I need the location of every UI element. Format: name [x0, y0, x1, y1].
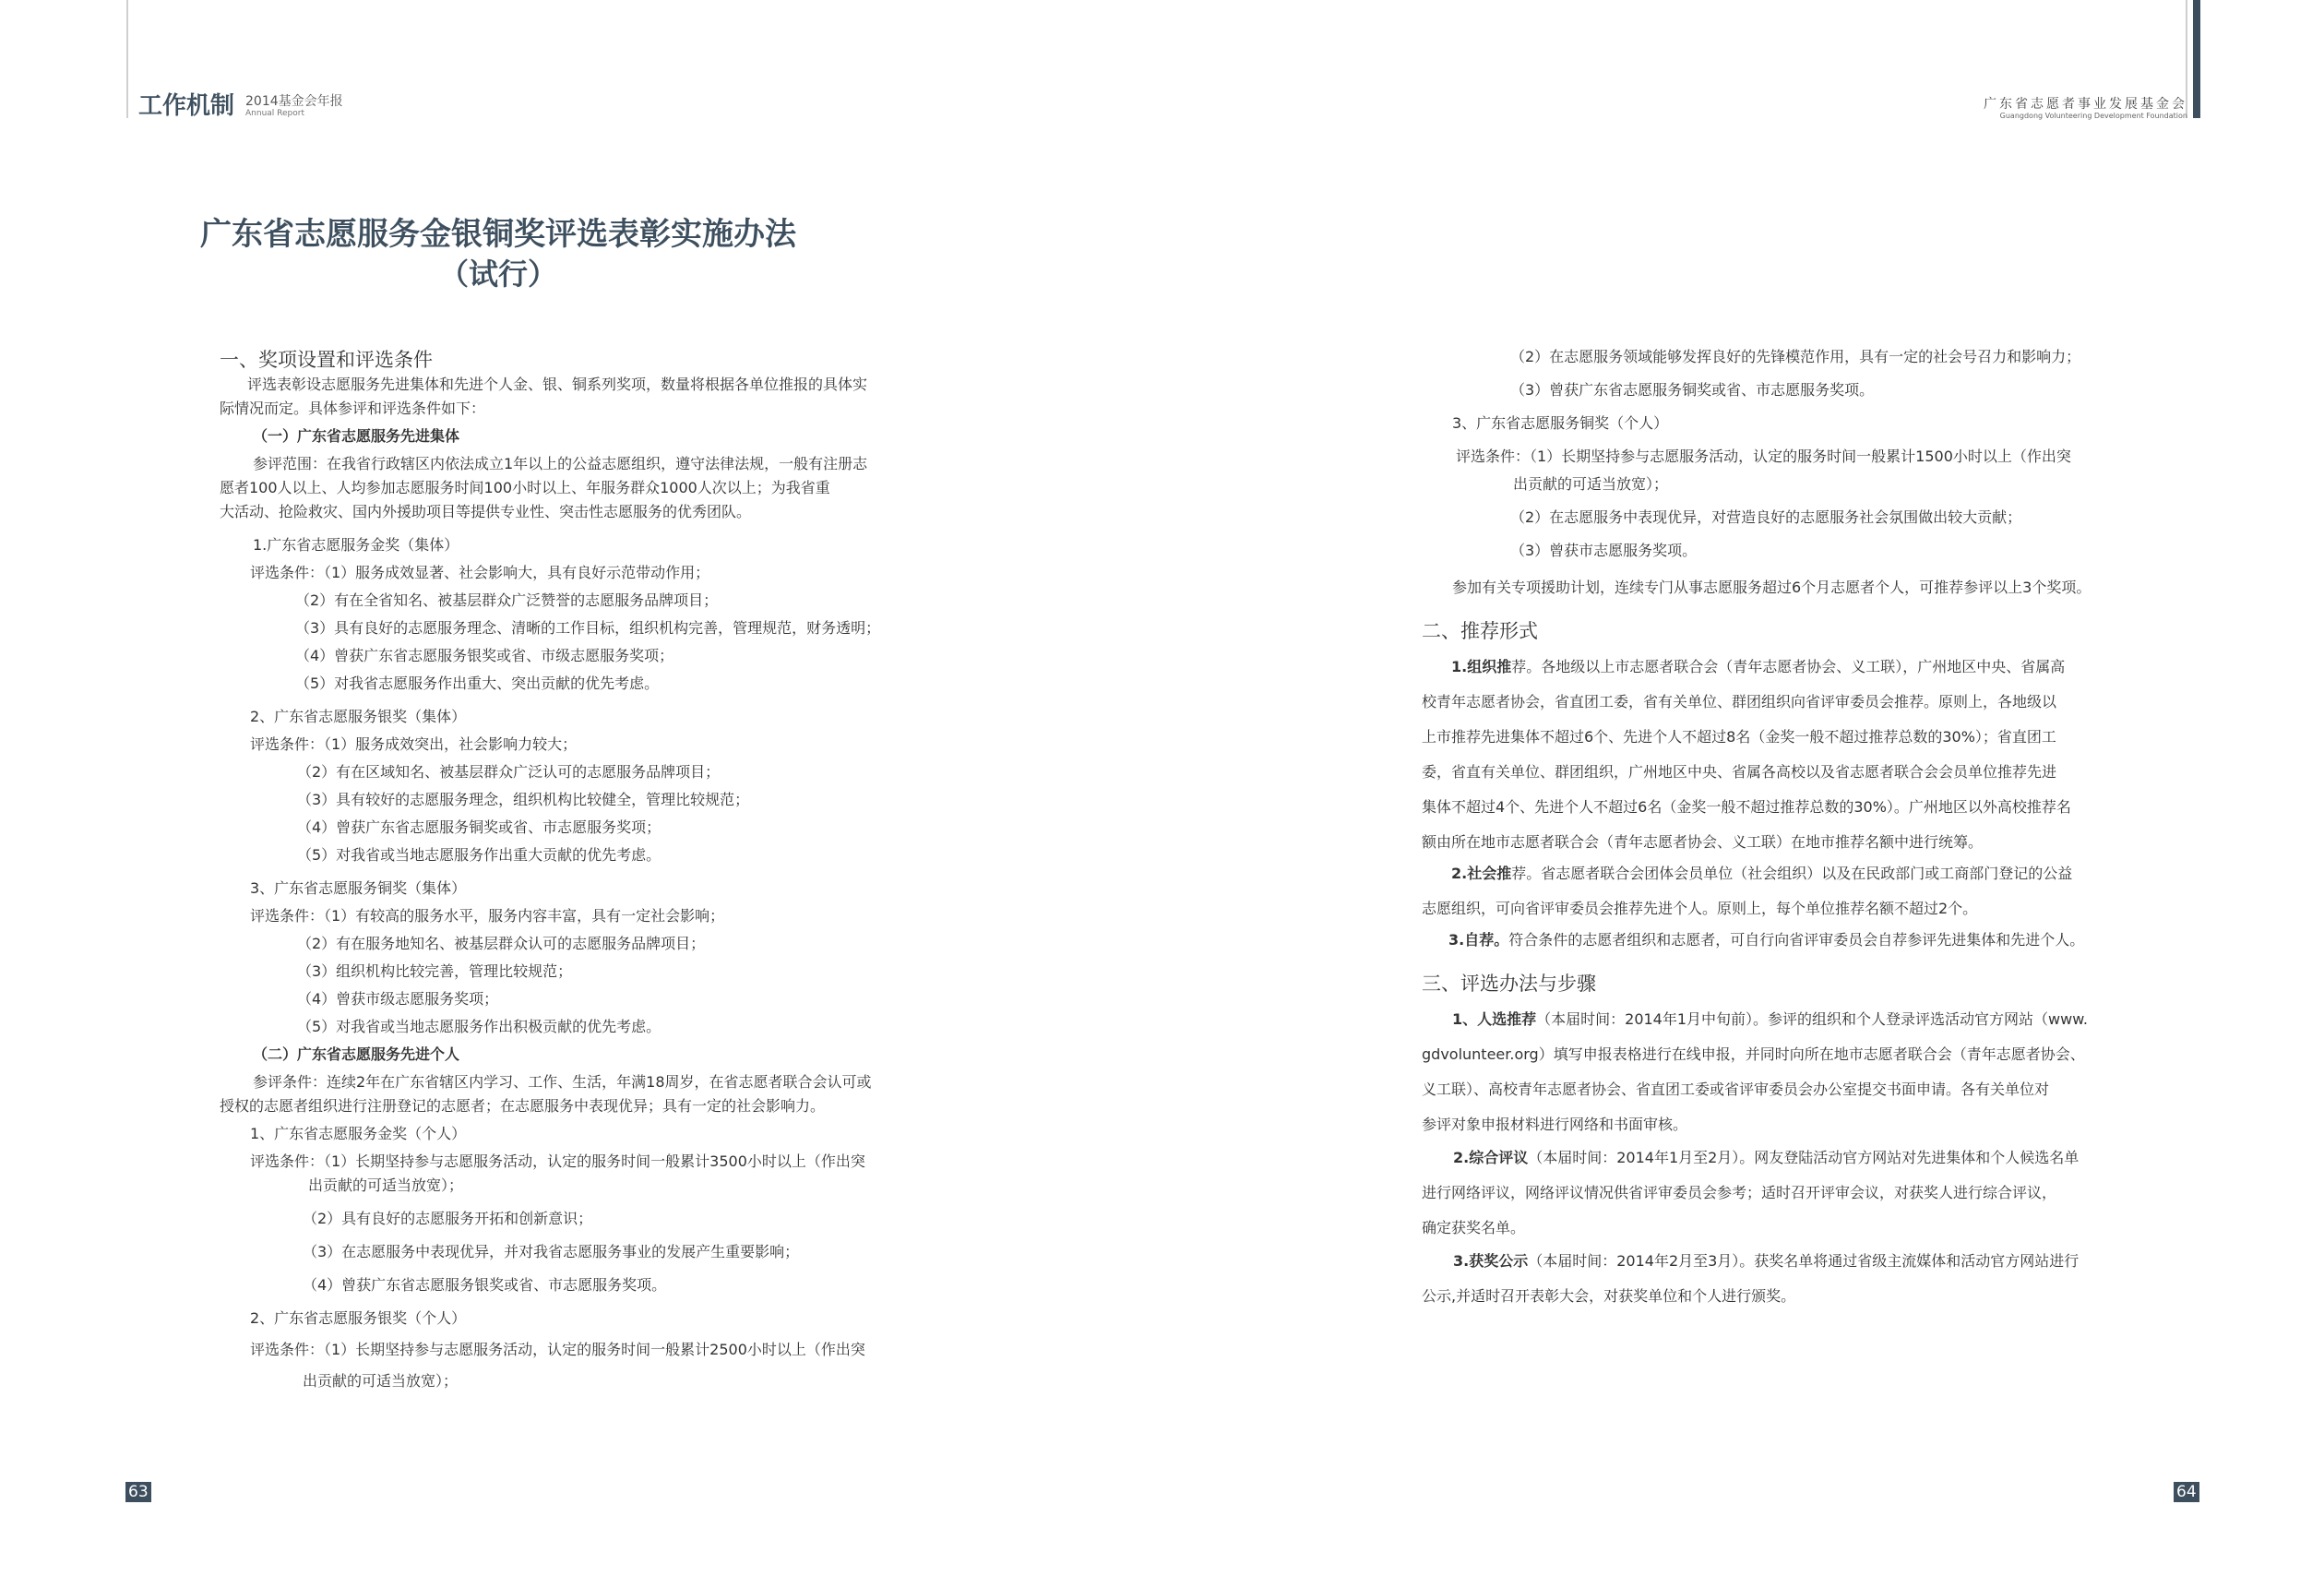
document-title-line-2: （试行） — [438, 257, 557, 292]
left-text-line: （5）对我省志愿服务作出重大、突出贡献的优先考虑。 — [295, 675, 660, 692]
right-section-heading: 二、推荐形式 — [1422, 620, 1538, 642]
left-text-line: 1.广东省志愿服务金奖（集体） — [253, 536, 459, 554]
right-text-line: 额由所在地市志愿者联合会（青年志愿者协会、义工联）在地市推荐名额中进行统筹。 — [1422, 833, 1984, 851]
header-divider-left — [126, 0, 128, 118]
org-name-en: Guangdong Volunteering Development Foundation — [1999, 112, 2187, 120]
right-text-line: 校青年志愿者协会，省直团工委，省有关单位、群团组织向省评审委员会推荐。原则上，各地级以 — [1422, 693, 2057, 710]
left-text-line: 评选条件：（1）服务成效显著、社会影响大，具有良好示范带动作用； — [250, 564, 710, 581]
right-text-line: 集体不超过4个、先进个人不超过6名（金奖一般不超过推荐总数的30%）。广州地区以外高校推荐名 — [1422, 798, 2071, 816]
left-text-line: 参评范围：在我省行政辖区内依法成立1年以上的公益志愿组织，遵守法律法规，一般有注册志 — [253, 455, 868, 472]
right-text-line: 进行网络评议，网络评议情况供省评审委员会参考；适时召开评审会议，对获奖人进行综合评议， — [1422, 1184, 2057, 1201]
left-text-line: 授权的志愿者组织进行注册登记的志愿者；在志愿服务中表现优异；具有一定的社会影响力。 — [220, 1097, 826, 1115]
left-text-line: 1、广东省志愿服务金奖（个人） — [250, 1125, 467, 1142]
left-text-line: （4）曾获广东省志愿服务银奖或省、市级志愿服务奖项； — [295, 647, 674, 664]
left-text-line: （4）曾获广东省志愿服务铜奖或省、市志愿服务奖项； — [297, 818, 661, 836]
right-text-line: 评选条件：（1）长期坚持参与志愿服务活动，认定的服务时间一般累计1500小时以上（作出突 — [1456, 448, 2071, 465]
right-text-line: （2）在志愿服务中表现优异，对营造良好的志愿服务社会氛围做出较大贡献； — [1510, 508, 2022, 526]
left-text-line: 2、广东省志愿服务银奖（集体） — [250, 708, 467, 725]
header-left — [138, 94, 343, 118]
left-text-line: （2）有在区域知名、被基层群众广泛认可的志愿服务品牌项目； — [297, 763, 721, 781]
document-title-line-1: 广东省志愿服务金银铜奖评选表彰实施办法 — [200, 216, 796, 253]
left-text-line: 大活动、抢险救灾、国内外援助项目等提供专业性、突击性志愿服务的优秀团队。 — [220, 503, 752, 520]
right-lead-label: 2.综合评议 — [1453, 1149, 1529, 1166]
right-text-line: （3）曾获广东省志愿服务铜奖或省、市志愿服务奖项。 — [1510, 381, 1875, 399]
right-text-line: 参加有关专项援助计划，连续专门从事志愿服务超过6个月志愿者个人，可推荐参评以上3个奖项。 — [1452, 579, 2092, 596]
header-accent-bar — [2193, 0, 2200, 118]
report-title-en: Annual Report — [245, 109, 304, 118]
left-text-line: 评选条件：（1）长期坚持参与志愿服务活动，认定的服务时间一般累计2500小时以上（作出突 — [250, 1341, 865, 1358]
section-title: 工作机制 — [138, 92, 235, 120]
right-text-line: 2.综合评议（本届时间：2014年1月至2月）。网友登陆活动官方网站对先进集体和个人候选名单 — [1453, 1149, 2080, 1166]
right-lead-label: 2.社会推 — [1451, 865, 1512, 882]
left-text-line: （3）具有良好的志愿服务理念、清晰的工作目标，组织机构完善，管理规范，财务透明； — [295, 619, 881, 637]
right-text-line: 3、广东省志愿服务铜奖（个人） — [1452, 414, 1669, 432]
left-text-line: （5）对我省或当地志愿服务作出积极贡献的优先考虑。 — [297, 1018, 661, 1035]
left-text-line: （3）具有较好的志愿服务理念，组织机构比较健全，管理比较规范； — [297, 791, 750, 808]
right-text-line: （2）在志愿服务领域能够发挥良好的先锋模范作用，具有一定的社会号召力和影响力； — [1510, 348, 2081, 365]
left-text-line: （2）有在服务地知名、被基层群众认可的志愿服务品牌项目； — [297, 935, 706, 952]
left-text-line: 评选条件：（1）长期坚持参与志愿服务活动，认定的服务时间一般累计3500小时以上（作出突 — [250, 1152, 865, 1170]
left-text-line: 际情况而定。具体参评和评选条件如下： — [220, 400, 486, 417]
right-lead-label: 1、人选推荐 — [1452, 1010, 1537, 1028]
left-text-line: （4）曾获市级志愿服务奖项； — [297, 990, 499, 1008]
right-text-line: 1、人选推荐（本届时间：2014年1月中旬前）。参评的组织和个人登录评选活动官方网站（www. — [1452, 1010, 2088, 1028]
right-lead-label: 3.自荐。 — [1448, 931, 1509, 949]
right-text-line: gdvolunteer.org）填写申报表格进行在线申报，并同时向所在地市志愿者联合会（青年志愿者协会、 — [1422, 1045, 2085, 1063]
left-text-line: 评选表彰设志愿服务先进集体和先进个人金、银、铜系列奖项，数量将根据各单位推报的具体实 — [247, 376, 868, 393]
report-title: 2014基金会年报 — [245, 94, 343, 109]
right-text-line: 委，省直有关单位、群团组织，广州地区中央、省属各高校以及省志愿者联合会会员单位推荐先进 — [1422, 763, 2057, 781]
right-text-line: 参评对象申报材料进行网络和书面审核。 — [1422, 1116, 1688, 1133]
right-text-line: （3）曾获市志愿服务奖项。 — [1510, 542, 1698, 559]
left-text-line: 2、广东省志愿服务银奖（个人） — [250, 1309, 467, 1327]
report-title-block — [245, 95, 343, 118]
document-title — [166, 214, 830, 293]
right-text-line: 3.获奖公示（本届时间：2014年2月至3月）。获奖名单将通过省级主流媒体和活动官方网站进行 — [1453, 1252, 2080, 1270]
page-number-right: 64 — [2174, 1482, 2199, 1502]
right-text-line: 义工联）、高校青年志愿者协会、省直团工委或省评审委员会办公室提交书面申请。各有关单位对 — [1422, 1081, 2050, 1098]
right-text-line: 志愿组织，可向省评审委员会推荐先进个人。原则上，每个单位推荐名额不超过2个。 — [1422, 900, 1978, 917]
left-text-line: 出贡献的可适当放宽）； — [308, 1176, 464, 1194]
left-text-line: （2）具有良好的志愿服务开拓和创新意识； — [303, 1210, 593, 1227]
left-text-line: 参评条件：连续2年在广东省辖区内学习、工作、生活，年满18周岁，在省志愿者联合会认可或 — [253, 1073, 872, 1091]
right-text-line: 出贡献的可适当放宽）； — [1513, 475, 1669, 493]
left-text-line: 出贡献的可适当放宽）； — [303, 1372, 459, 1390]
left-text-line: （一）广东省志愿服务先进集体 — [253, 427, 460, 445]
right-lead-label: 3.获奖公示 — [1453, 1252, 1529, 1270]
header-right — [1984, 98, 2187, 120]
page-number-left: 63 — [125, 1482, 151, 1502]
right-section-heading: 三、评选办法与步骤 — [1422, 973, 1596, 995]
left-text-line: （5）对我省或当地志愿服务作出重大贡献的优先考虑。 — [297, 846, 661, 864]
left-text-line: （二）广东省志愿服务先进个人 — [253, 1045, 460, 1063]
left-text-line: （4）曾获广东省志愿服务银奖或省、市志愿服务奖项。 — [303, 1276, 667, 1294]
left-text-line: 愿者100人以上、人均参加志愿服务时间100小时以上、年服务群众1000人次以上；为我省重 — [220, 479, 830, 496]
left-text-line: （2）有在全省知名、被基层群众广泛赞誉的志愿服务品牌项目； — [295, 591, 719, 609]
right-text-line: 2.社会推荐。省志愿者联合会团体会员单位（社会组织）以及在民政部门或工商部门登记的公益 — [1451, 865, 2073, 882]
left-section-heading: 一、奖项设置和评选条件 — [220, 349, 433, 371]
left-text-line: 3、广东省志愿服务铜奖（集体） — [250, 879, 467, 897]
left-text-line: （3）组织机构比较完善，管理比较规范； — [297, 962, 573, 980]
left-text-line: （3）在志愿服务中表现优异，并对我省志愿服务事业的发展产生重要影响； — [303, 1243, 800, 1260]
right-text-line: 公示,并适时召开表彰大会，对获奖单位和个人进行颁奖。 — [1422, 1287, 1796, 1305]
right-text-line: 确定获奖名单。 — [1422, 1219, 1526, 1236]
left-text-line: 评选条件：（1）有较高的服务水平，服务内容丰富，具有一定社会影响； — [250, 907, 725, 925]
right-text-line: 3.自荐。符合条件的志愿者组织和志愿者，可自行向省评审委员会自荐参评先进集体和先进个人。 — [1448, 931, 2085, 949]
right-text-line: 上市推荐先进集体不超过6个、先进个人不超过8名（金奖一般不超过推荐总数的30%）；省直团工 — [1422, 728, 2056, 746]
org-name: 广东省志愿者事业发展基金会 — [1984, 97, 2187, 112]
right-lead-label: 1.组织推 — [1451, 658, 1512, 675]
left-text-line: 评选条件：（1）服务成效突出，社会影响力较大； — [250, 735, 578, 753]
right-text-line: 1.组织推荐。各地级以上市志愿者联合会（青年志愿者协会、义工联），广州地区中央、省属高 — [1451, 658, 2066, 675]
